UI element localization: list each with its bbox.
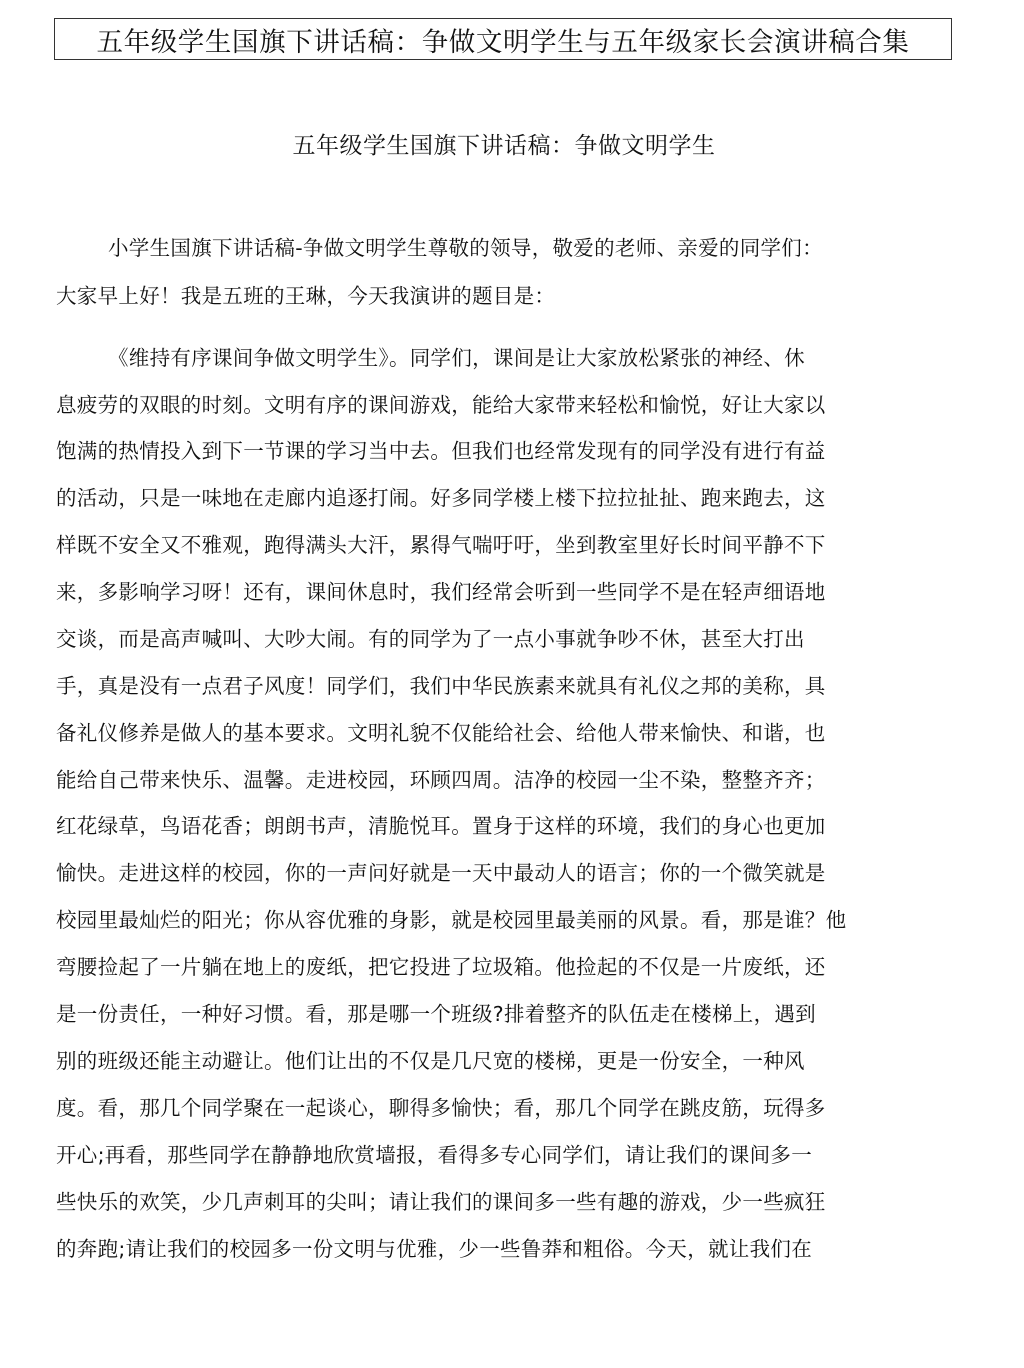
- paragraph-line: 校园里最灿烂的阳光；你从容优雅的身影，就是校园里最美丽的风景。看，那是谁？他: [56, 908, 847, 932]
- paragraph-line: 的奔跑;请让我们的校园多一份文明与优雅，少一些鲁莽和粗俗。今天，就让我们在: [56, 1237, 813, 1261]
- section-heading: 五年级学生国旗下讲话稿：争做文明学生: [292, 133, 716, 159]
- paragraph-line: 开心;再看，那些同学在静静地欣赏墙报，看得多专心同学们，请让我们的课间多一: [56, 1143, 813, 1167]
- paragraph-line: 别的班级还能主动避让。他们让出的不仅是几尺宽的楼梯，更是一份安全，一种风: [56, 1049, 805, 1073]
- paragraph-line: 样既不安全又不雅观，跑得满头大汗，累得气喘吁吁，坐到教室里好长时间平静不下: [56, 533, 826, 557]
- paragraph-line: 度。看，那几个同学聚在一起谈心，聊得多愉快；看，那几个同学在跳皮筋，玩得多: [56, 1096, 826, 1120]
- document-title: 五年级学生国旗下讲话稿：争做文明学生与五年级家长会演讲稿合集: [54, 18, 952, 60]
- paragraph-line: 红花绿草，鸟语花香；朗朗书声，清脆悦耳。置身于这样的环境，我们的身心也更加: [56, 814, 826, 838]
- paragraph-line: 是一份责任，一种好习惯。看，那是哪一个班级?排着整齐的队伍走在楼梯上，遇到: [56, 1002, 816, 1026]
- paragraph-line: 手，真是没有一点君子风度！同学们，我们中华民族素来就具有礼仪之邦的美称，具: [56, 674, 826, 698]
- paragraph-line: 《维持有序课间争做文明学生》。同学们，课间是让大家放松紧张的神经、休: [108, 346, 805, 370]
- paragraph-line: 来，多影响学习呀！还有，课间休息时，我们经常会听到一些同学不是在轻声细语地: [56, 580, 826, 604]
- paragraph-line: 些快乐的欢笑，少几声刺耳的尖叫；请让我们的课间多一些有趣的游戏，少一些疯狂: [56, 1190, 826, 1214]
- paragraph-line: 备礼仪修养是做人的基本要求。文明礼貌不仅能给社会、给他人带来愉快、和谐，也: [56, 721, 826, 745]
- paragraph-line: 大家早上好！我是五班的王琳，今天我演讲的题目是：: [56, 284, 556, 308]
- paragraph-line: 的活动，只是一味地在走廊内追逐打闹。好多同学楼上楼下拉拉扯扯、跑来跑去，这: [56, 486, 826, 510]
- paragraph-line: 息疲劳的双眼的时刻。文明有序的课间游戏，能给大家带来轻松和愉悦，好让大家以: [56, 393, 826, 417]
- paragraph-line: 能给自己带来快乐、温馨。走进校园，环顾四周。洁净的校园一尘不染，整整齐齐；: [56, 768, 826, 792]
- paragraph-line: 小学生国旗下讲话稿-争做文明学生尊敬的领导，敬爱的老师、亲爱的同学们：: [108, 236, 823, 260]
- paragraph-line: 交谈，而是高声喊叫、大吵大闹。有的同学为了一点小事就争吵不休，甚至大打出: [56, 627, 805, 651]
- paragraph-line: 愉快。走进这样的校园，你的一声问好就是一天中最动人的语言；你的一个微笑就是: [56, 861, 826, 885]
- paragraph-line: 弯腰捡起了一片躺在地上的废纸，把它投进了垃圾箱。他捡起的不仅是一片废纸，还: [56, 955, 826, 979]
- paragraph-line: 饱满的热情投入到下一节课的学习当中去。但我们也经常发现有的同学没有进行有益: [56, 439, 826, 463]
